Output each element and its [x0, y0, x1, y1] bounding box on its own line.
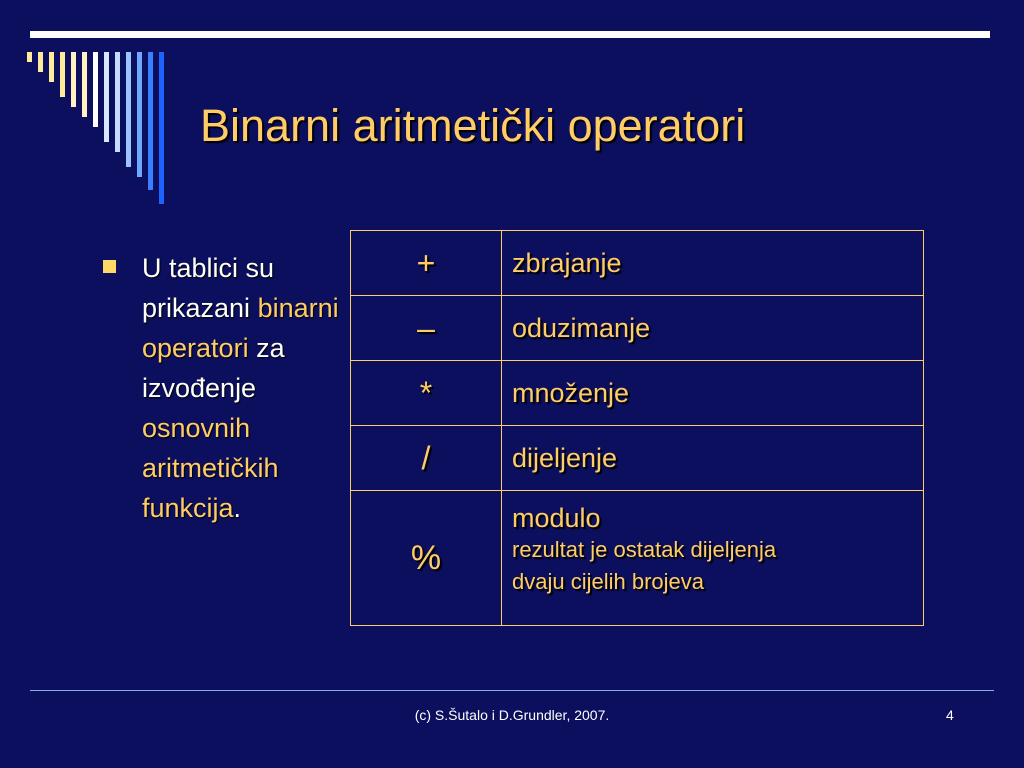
decorative-bar [93, 52, 98, 127]
decorative-bar [60, 52, 65, 97]
operator-symbol: – [351, 296, 502, 361]
operators-table [350, 230, 924, 626]
page-number: 4 [946, 707, 954, 723]
bullet-text-part: U tablici su prikazani [142, 253, 275, 323]
bullet-text [142, 248, 344, 528]
bullet-text-part: . [233, 493, 242, 523]
operator-description: dvaju cijelih brojeva [512, 569, 704, 594]
top-rule [30, 31, 990, 38]
slide-title: Binarni aritmetički operatori [200, 100, 746, 151]
operator-name: dijeljenje [502, 426, 924, 491]
decorative-bar [71, 52, 76, 107]
bullet-text-part: za izvođenje [142, 333, 285, 403]
decorative-bar [38, 52, 43, 72]
decorative-bar [159, 52, 164, 204]
footer-rule [30, 690, 994, 691]
operator-symbol: / [351, 426, 502, 491]
decorative-bar [49, 52, 54, 82]
bullet-highlight: binarni operatori [142, 293, 339, 363]
table-row [351, 231, 924, 296]
table-row [351, 491, 924, 626]
operator-symbol: % [351, 491, 502, 626]
operator-description: rezultat je ostatak dijeljenja [512, 537, 777, 562]
decorative-bar [137, 52, 142, 177]
decorative-bar [27, 52, 32, 62]
bullet-highlight: osnovnih aritmetičkih funkcija [142, 413, 279, 523]
decorative-bar [148, 52, 153, 190]
decorative-bar [115, 52, 120, 152]
table-row [351, 296, 924, 361]
footer-copyright: (c) S.Šutalo i D.Grundler, 2007. [414, 707, 610, 723]
table-row [351, 426, 924, 491]
operator-name: množenje [502, 361, 924, 426]
bullet-square-icon [103, 260, 116, 273]
operator-name: modulo [512, 503, 601, 533]
table-row [351, 361, 924, 426]
decorative-bar [104, 52, 109, 142]
operator-name-cell [502, 491, 924, 626]
decorative-bar [82, 52, 87, 117]
operator-symbol: * [351, 361, 502, 426]
operator-name: oduzimanje [502, 296, 924, 361]
bullet-item [104, 248, 344, 528]
decorative-bar [126, 52, 131, 167]
operator-name: zbrajanje [502, 231, 924, 296]
operator-symbol: + [351, 231, 502, 296]
